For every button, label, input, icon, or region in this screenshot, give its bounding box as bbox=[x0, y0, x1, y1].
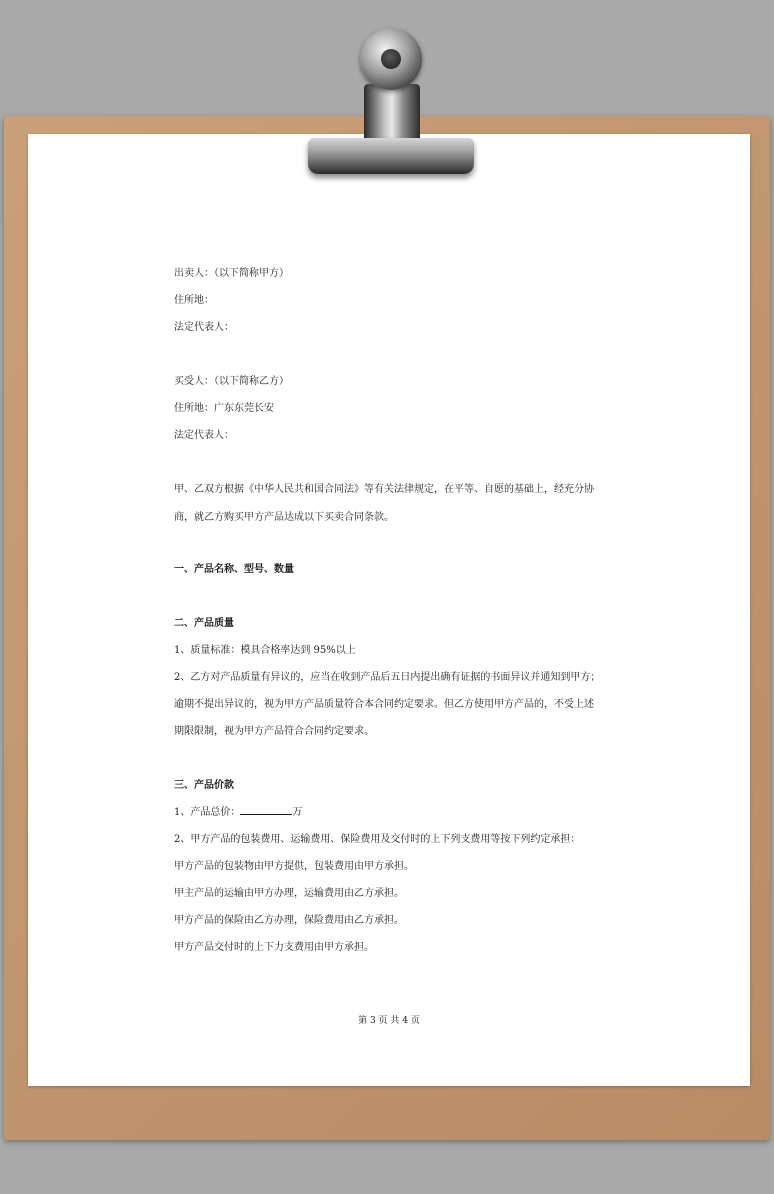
section-3-line-5: 甲方产品的保险由乙方办理，保险费用由乙方承担。 bbox=[174, 915, 404, 926]
section-2-item-2-line-3: 期限限制，视为甲方产品符合合同约定要求。 bbox=[174, 726, 374, 737]
total-price-blank bbox=[240, 804, 292, 815]
buyer-address-line bbox=[174, 399, 274, 414]
buyer-rep-label: 法定代表人： bbox=[174, 430, 234, 441]
buyer-address-label: 住所地： bbox=[174, 403, 214, 414]
buyer-label: 买受人： bbox=[174, 376, 214, 387]
seller-note: （以下简称甲方） bbox=[214, 268, 289, 279]
page-footer: 第 3 页 共 4 页 bbox=[358, 1016, 420, 1026]
buyer-address-value: 广东东莞长安 bbox=[214, 403, 274, 414]
total-price-label: 1、产品总价： bbox=[174, 807, 241, 818]
section-3-line-6: 甲方产品交付时的上下力支费用由甲方承担。 bbox=[174, 942, 374, 953]
clip-neck bbox=[364, 84, 420, 144]
section-2-item-2-line-2: 逾期不提出异议的，视为甲方产品质量符合本合同约定要求。但乙方使用甲方产品的，不受上述 bbox=[174, 699, 594, 710]
intro-line-2: 商，就乙方购买甲方产品达成以下买卖合同条款。 bbox=[174, 512, 394, 523]
section-1-title: 一、产品名称、型号、数量 bbox=[174, 564, 294, 575]
total-price-unit: 万 bbox=[292, 807, 303, 818]
buyer-note: （以下简称乙方） bbox=[214, 376, 289, 387]
section-3-title: 三、产品价款 bbox=[174, 780, 234, 791]
section-3-line-4: 甲主产品的运输由甲方办理，运输费用由乙方承担。 bbox=[174, 888, 404, 899]
section-2-item-2-line-1: 2、乙方对产品质量有异议的，应当在收到产品后五日内提出确有证据的书面异议并通知到甲方； bbox=[174, 672, 601, 683]
seller-line bbox=[174, 264, 289, 279]
seller-label: 出卖人： bbox=[174, 268, 214, 279]
section-2-title: 二、产品质量 bbox=[174, 618, 234, 629]
section-3-item-2: 2、甲方产品的包装费用、运输费用、保险费用及交付时的上下列支费用等按下列约定承担： bbox=[174, 834, 581, 845]
clip-base bbox=[308, 138, 474, 174]
section-3-item-1 bbox=[174, 803, 302, 818]
buyer-line bbox=[174, 372, 289, 387]
intro-line-1: 甲、乙双方根据《中华人民共和国合同法》等有关法律规定，在平等、自愿的基础上，经充分协 bbox=[174, 484, 594, 495]
clip-ring-icon bbox=[360, 28, 422, 90]
document-page bbox=[28, 134, 750, 1086]
seller-rep-label: 法定代表人： bbox=[174, 322, 234, 333]
section-2-item-1: 1、质量标准：模具合格率达到 95%以上 bbox=[174, 645, 356, 656]
seller-address-label: 住所地： bbox=[174, 295, 214, 306]
section-3-line-3: 甲方产品的包装物由甲方提供，包装费用由甲方承担。 bbox=[174, 861, 414, 872]
